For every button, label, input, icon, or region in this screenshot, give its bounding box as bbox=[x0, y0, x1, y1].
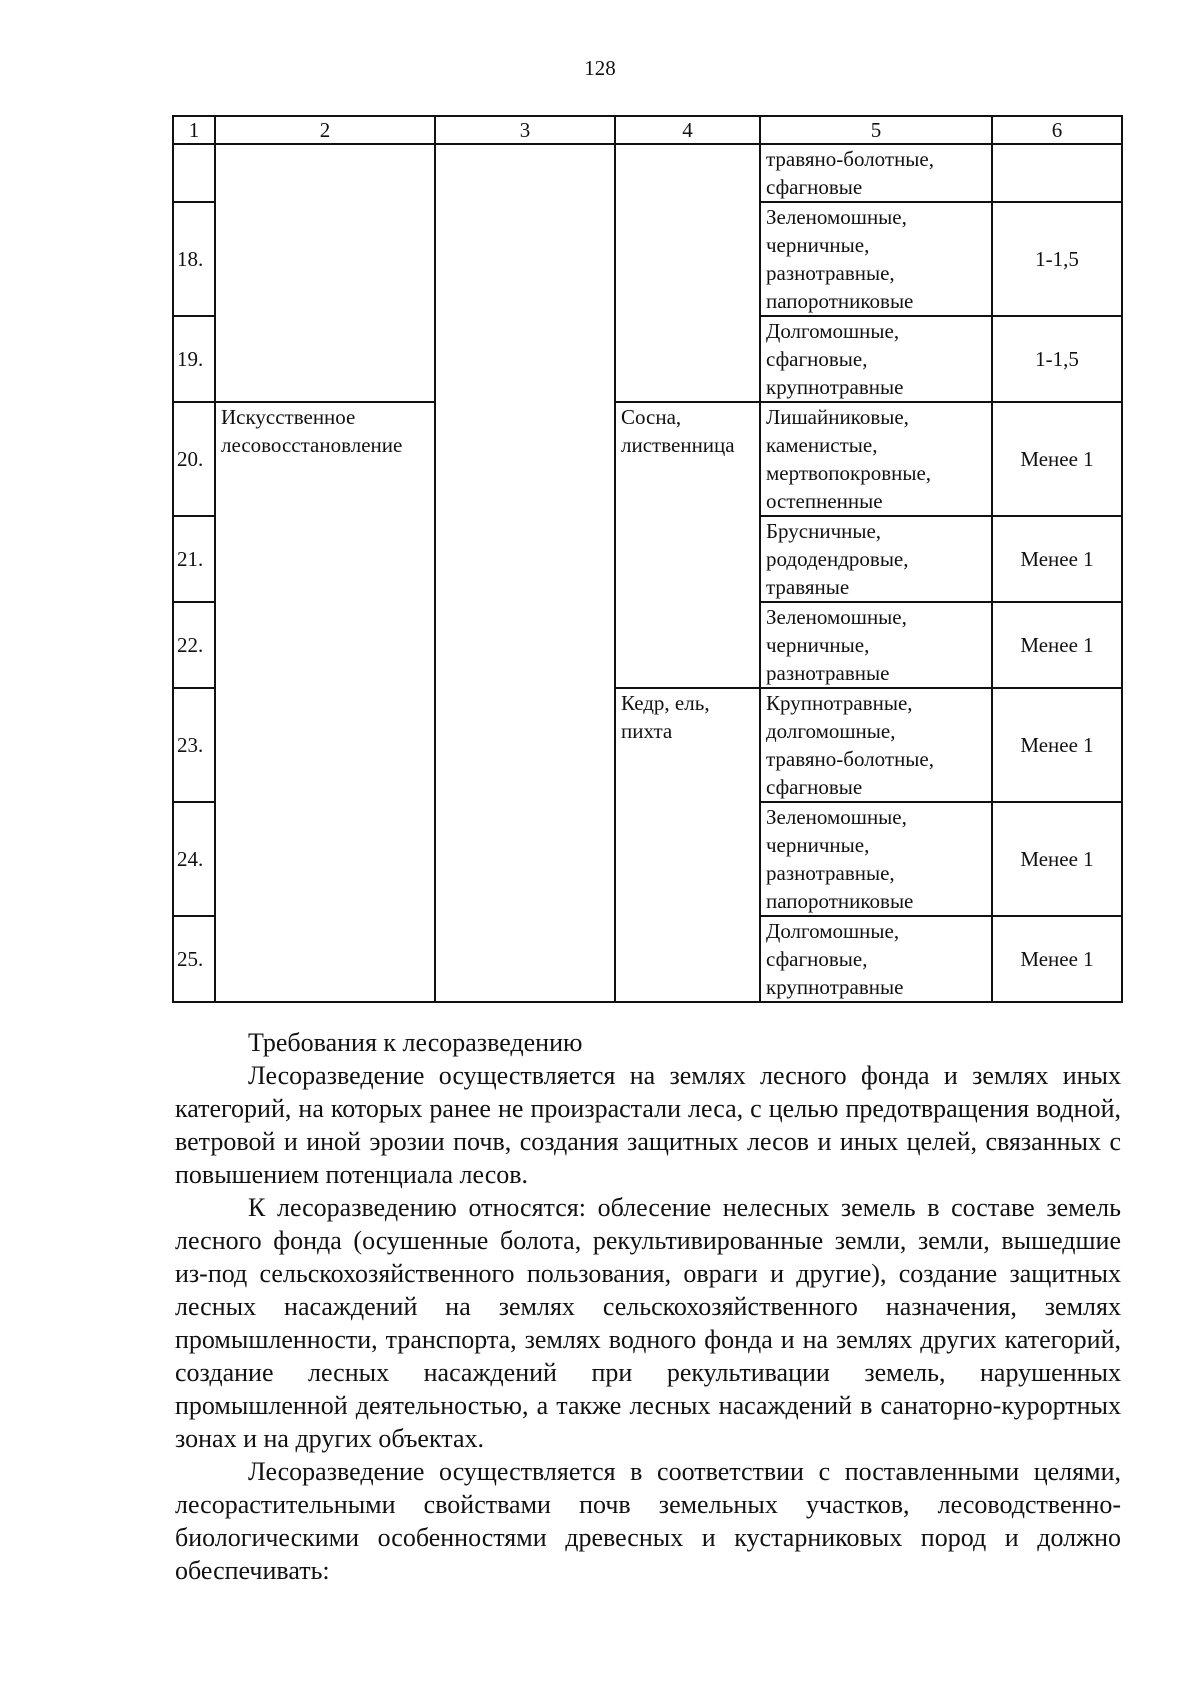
row-number: 21. bbox=[173, 516, 215, 602]
forest-type-cell: Крупнотравные, долгомошные, травяно-болотные, сфагновые bbox=[760, 688, 992, 802]
table-row bbox=[173, 144, 1122, 202]
forest-type-cell: Лишайниковые, каменистые, мертвопокровные, остепненные bbox=[760, 402, 992, 516]
value-cell bbox=[992, 144, 1122, 202]
forest-type-cell: Зеленомошные, черничные, разнотравные bbox=[760, 602, 992, 688]
row-number: 18. bbox=[173, 202, 215, 316]
forest-type-cell: Долгомошные, сфагновые, крупнотравные bbox=[760, 916, 992, 1002]
species-cell-empty bbox=[615, 144, 760, 402]
species-cell: Кедр, ель, пихта bbox=[615, 688, 760, 1002]
forest-type-cell: Долгомошные, сфагновые, крупнотравные bbox=[760, 316, 992, 402]
value-cell: Менее 1 bbox=[992, 916, 1122, 1002]
row-number: 23. bbox=[173, 688, 215, 802]
paragraph: Лесоразведение осуществляется в соответствии с поставленными целями, лесорастительными свойствами почв земельных участков, лесоводственно-биологическими особенностями древесных и кустарниковых пород и должно обеспечивать: bbox=[175, 1457, 1121, 1585]
row-number: 19. bbox=[173, 316, 215, 402]
forest-table bbox=[172, 115, 1123, 1003]
value-cell: Менее 1 bbox=[992, 602, 1122, 688]
paragraph: Лесоразведение осуществляется на землях лесного фонда и землях иных категорий, на которых ранее не произрастали леса, с целью предотвращения водной, ветровой и иной эрозии почв, создания защитных лесов и иных целей, связанных с повышением потенциала лесов. bbox=[175, 1061, 1121, 1189]
page-number: 128 bbox=[584, 56, 616, 80]
column-header: 2 bbox=[215, 116, 435, 144]
column-header: 3 bbox=[435, 116, 615, 144]
row-number: 22. bbox=[173, 602, 215, 688]
table-row bbox=[173, 402, 1122, 516]
value-cell: Менее 1 bbox=[992, 802, 1122, 916]
row-number: 25. bbox=[173, 916, 215, 1002]
table-header-row bbox=[173, 116, 1122, 144]
row-number: 20. bbox=[173, 402, 215, 516]
row-number bbox=[173, 144, 215, 202]
species-cell: Сосна, лиственница bbox=[615, 402, 760, 688]
paragraph: К лесоразведению относятся: облесение нелесных земель в составе земель лесного фонда (осушенные болота, рекультивированные земли, земли, вышедшие из-под сельскохозяйственного пользования, овраги и другие), создание защитных лесных насаждений на землях сельскохозяйственного назначения, землях промышленности, транспорта, землях водного фонда и на землях других категорий, создание лесных насаждений при рекультивации земель, нарушенных промышленной деятельностью, а также лесных насаждений в санаторно-курортных зонах и на других объектах. bbox=[175, 1193, 1121, 1453]
value-cell: Менее 1 bbox=[992, 688, 1122, 802]
column-header: 1 bbox=[173, 116, 215, 144]
body-text bbox=[175, 1026, 1121, 1587]
reforestation-method-cell: Искусственное лесовосстановление bbox=[215, 402, 435, 1002]
column-header: 5 bbox=[760, 116, 992, 144]
row-number: 24. bbox=[173, 802, 215, 916]
method-cell-empty bbox=[215, 144, 435, 402]
column-header: 6 bbox=[992, 116, 1122, 144]
forest-type-cell: травяно-болотные, сфагновые bbox=[760, 144, 992, 202]
forest-type-cell: Зеленомошные, черничные, разнотравные, папоротниковые bbox=[760, 202, 992, 316]
column-3-cell-empty bbox=[435, 144, 615, 1002]
section-heading: Требования к лесоразведению bbox=[248, 1028, 583, 1057]
value-cell: 1-1,5 bbox=[992, 202, 1122, 316]
value-cell: 1-1,5 bbox=[992, 316, 1122, 402]
forest-type-cell: Брусничные, рододендровые, травяные bbox=[760, 516, 992, 602]
column-header: 4 bbox=[615, 116, 760, 144]
value-cell: Менее 1 bbox=[992, 516, 1122, 602]
forest-type-cell: Зеленомошные, черничные, разнотравные, папоротниковые bbox=[760, 802, 992, 916]
value-cell: Менее 1 bbox=[992, 402, 1122, 516]
